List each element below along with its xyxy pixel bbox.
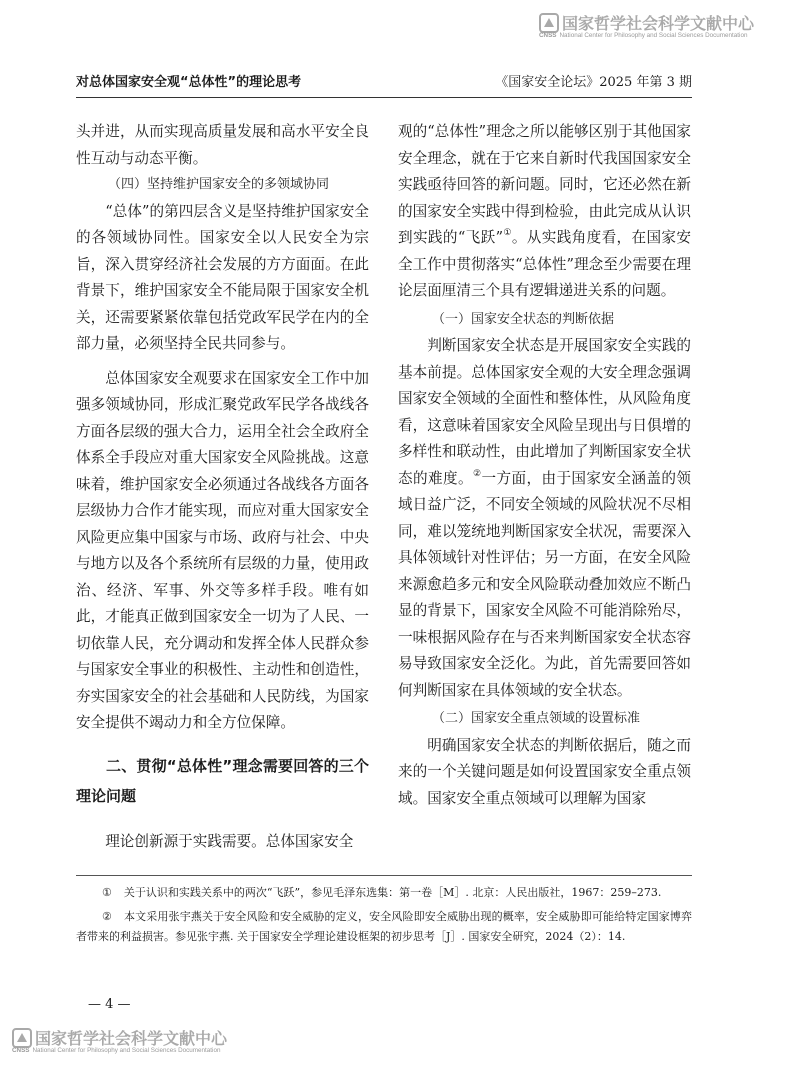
watermark-subtitle: CNSS National Center for Philosophy and Social Sciences Documentation	[12, 1047, 221, 1054]
running-head-title: 对总体国家安全观“总体性”的理论思考	[76, 75, 302, 90]
paragraph: 总体国家安全观要求在国家安全工作中加强多领域协同，形成汇聚党政军民学各战线各方面各层级的强大合力，运用全社会全政府全体系全手段应对重大国家安全风险挑战。这意味着，维护国家安全必须通过各战线各方面各层级协力合作才能实现，而应对重大国家安全风险更应集中国家与市场、政府与社会、中央与地方以及各个系统所有层级的力量，使用政治、经济、军事、外交等多样手段。唯有如此，才能真正做到国家安全一切为了人民、一切依靠人民，充分调动和发挥全体人民群众参与国家安全事业的积极性、主动性和创造性，夯实国家安全的社会基础和人民防线，为国家安全提供不竭动力和全方位保障。	[76, 369, 369, 731]
section-heading: 二、贯彻“总体性”理念需要回答的三个理论问题	[76, 756, 369, 805]
paragraph: 头并进，从而实现高质量发展和高水平安全良性互动与动态平衡。	[76, 123, 369, 167]
paragraph: 观的“总体性”理念之所以能够区别于其他国家安全理念，就在于它来自新时代我国国家安全实践亟待回答的新问题。同时，它还必然在新的国家安全实践中得到检验，由此完成从认识到实践的“飞跃”①。从实践角度看，在国家安全工作中贯彻落实“总体性”理念至少需要在理论层面厘清三个具有逻辑递进关系的问题。	[398, 123, 691, 299]
running-head-journal: 《国家安全论坛》2025 年第 3 期	[495, 75, 692, 90]
running-head	[76, 71, 692, 93]
watermark-top	[539, 11, 775, 41]
footnotes	[76, 883, 692, 951]
footnote-2: ② 本文采用张宇燕关于安全风险和安全威胁的定义，安全风险即安全威胁出现的概率，安全威胁即可能给特定国家博弈者带来的利益损害。参见张宇燕. 关于国家安全学理论建设框架的初步思考［J］. 国家安全研究，2024（2）：14.	[76, 910, 692, 943]
watermark-title: 国家哲学社会科学文献中心	[35, 1029, 228, 1048]
cnss-logo-icon	[539, 13, 559, 33]
left-column	[76, 119, 369, 855]
page-number: — 4 —	[88, 997, 131, 1012]
cnss-logo-icon	[12, 1028, 32, 1048]
paragraph: 明确国家安全状态的判断依据后，随之而来的一个关键问题是如何设置国家安全重点领域。国家安全重点领域可以理解为国家	[398, 736, 691, 807]
footnote-ref-2[interactable]: ②	[472, 468, 482, 479]
header-rule	[76, 97, 692, 98]
subheading: （二）国家安全重点领域的设置标准	[432, 711, 641, 726]
watermark-subtitle: CNSS National Center for Philosophy and Social Sciences Documentation	[539, 32, 748, 39]
footnote-1: ① 关于认识和实践关系中的两次“飞跃”，参见毛泽东选集：第一卷［M］. 北京：人民出版社，1967：259–273.	[102, 886, 662, 899]
paragraph: 判断国家安全状态是开展国家安全实践的基本前提。总体国家安全观的大安全理念强调国家安全领域的全面性和整体性，从风险角度看，这意味着国家安全风险呈现出与日俱增的多样性和联动性，由此增加了判断国家安全状态的难度。②一方面，由于国家安全涵盖的领域日益广泛，不同安全领域的风险状况不尽相同，难以笼统地判断国家安全状况，需要深入具体领域针对性评估；另一方面，在安全风险来源愈趋多元和安全风险联动叠加效应不断凸显的背景下，国家安全风险不可能消除殆尽，一味根据风险存在与否来判断国家安全状态容易导致国家安全泛化。为此，首先需要回答如何判断国家在具体领域的安全状态。	[398, 337, 691, 699]
watermark-title: 国家哲学社会科学文献中心	[562, 14, 755, 33]
right-column	[398, 119, 691, 812]
footnote-ref-1[interactable]: ①	[503, 228, 512, 238]
subheading: （四）坚持维护国家安全的多领域协同	[108, 177, 330, 192]
paragraph: 理论创新源于实践需要。总体国家安全	[105, 832, 354, 850]
paragraph: “总体”的第四层含义是坚持维护国家安全的各领域协同性。国家安全以人民安全为宗旨，深入贯穿经济社会发展的方方面面。在此背景下，维护国家安全不能局限于国家安全机关，还需要紧紧依靠包括党政军民学在内的全部力量，必须坚持全民共同参与。	[76, 202, 369, 352]
subheading: （一）国家安全状态的判断依据	[432, 311, 615, 327]
watermark-bottom	[12, 1026, 248, 1056]
footnote-rule	[76, 875, 692, 876]
